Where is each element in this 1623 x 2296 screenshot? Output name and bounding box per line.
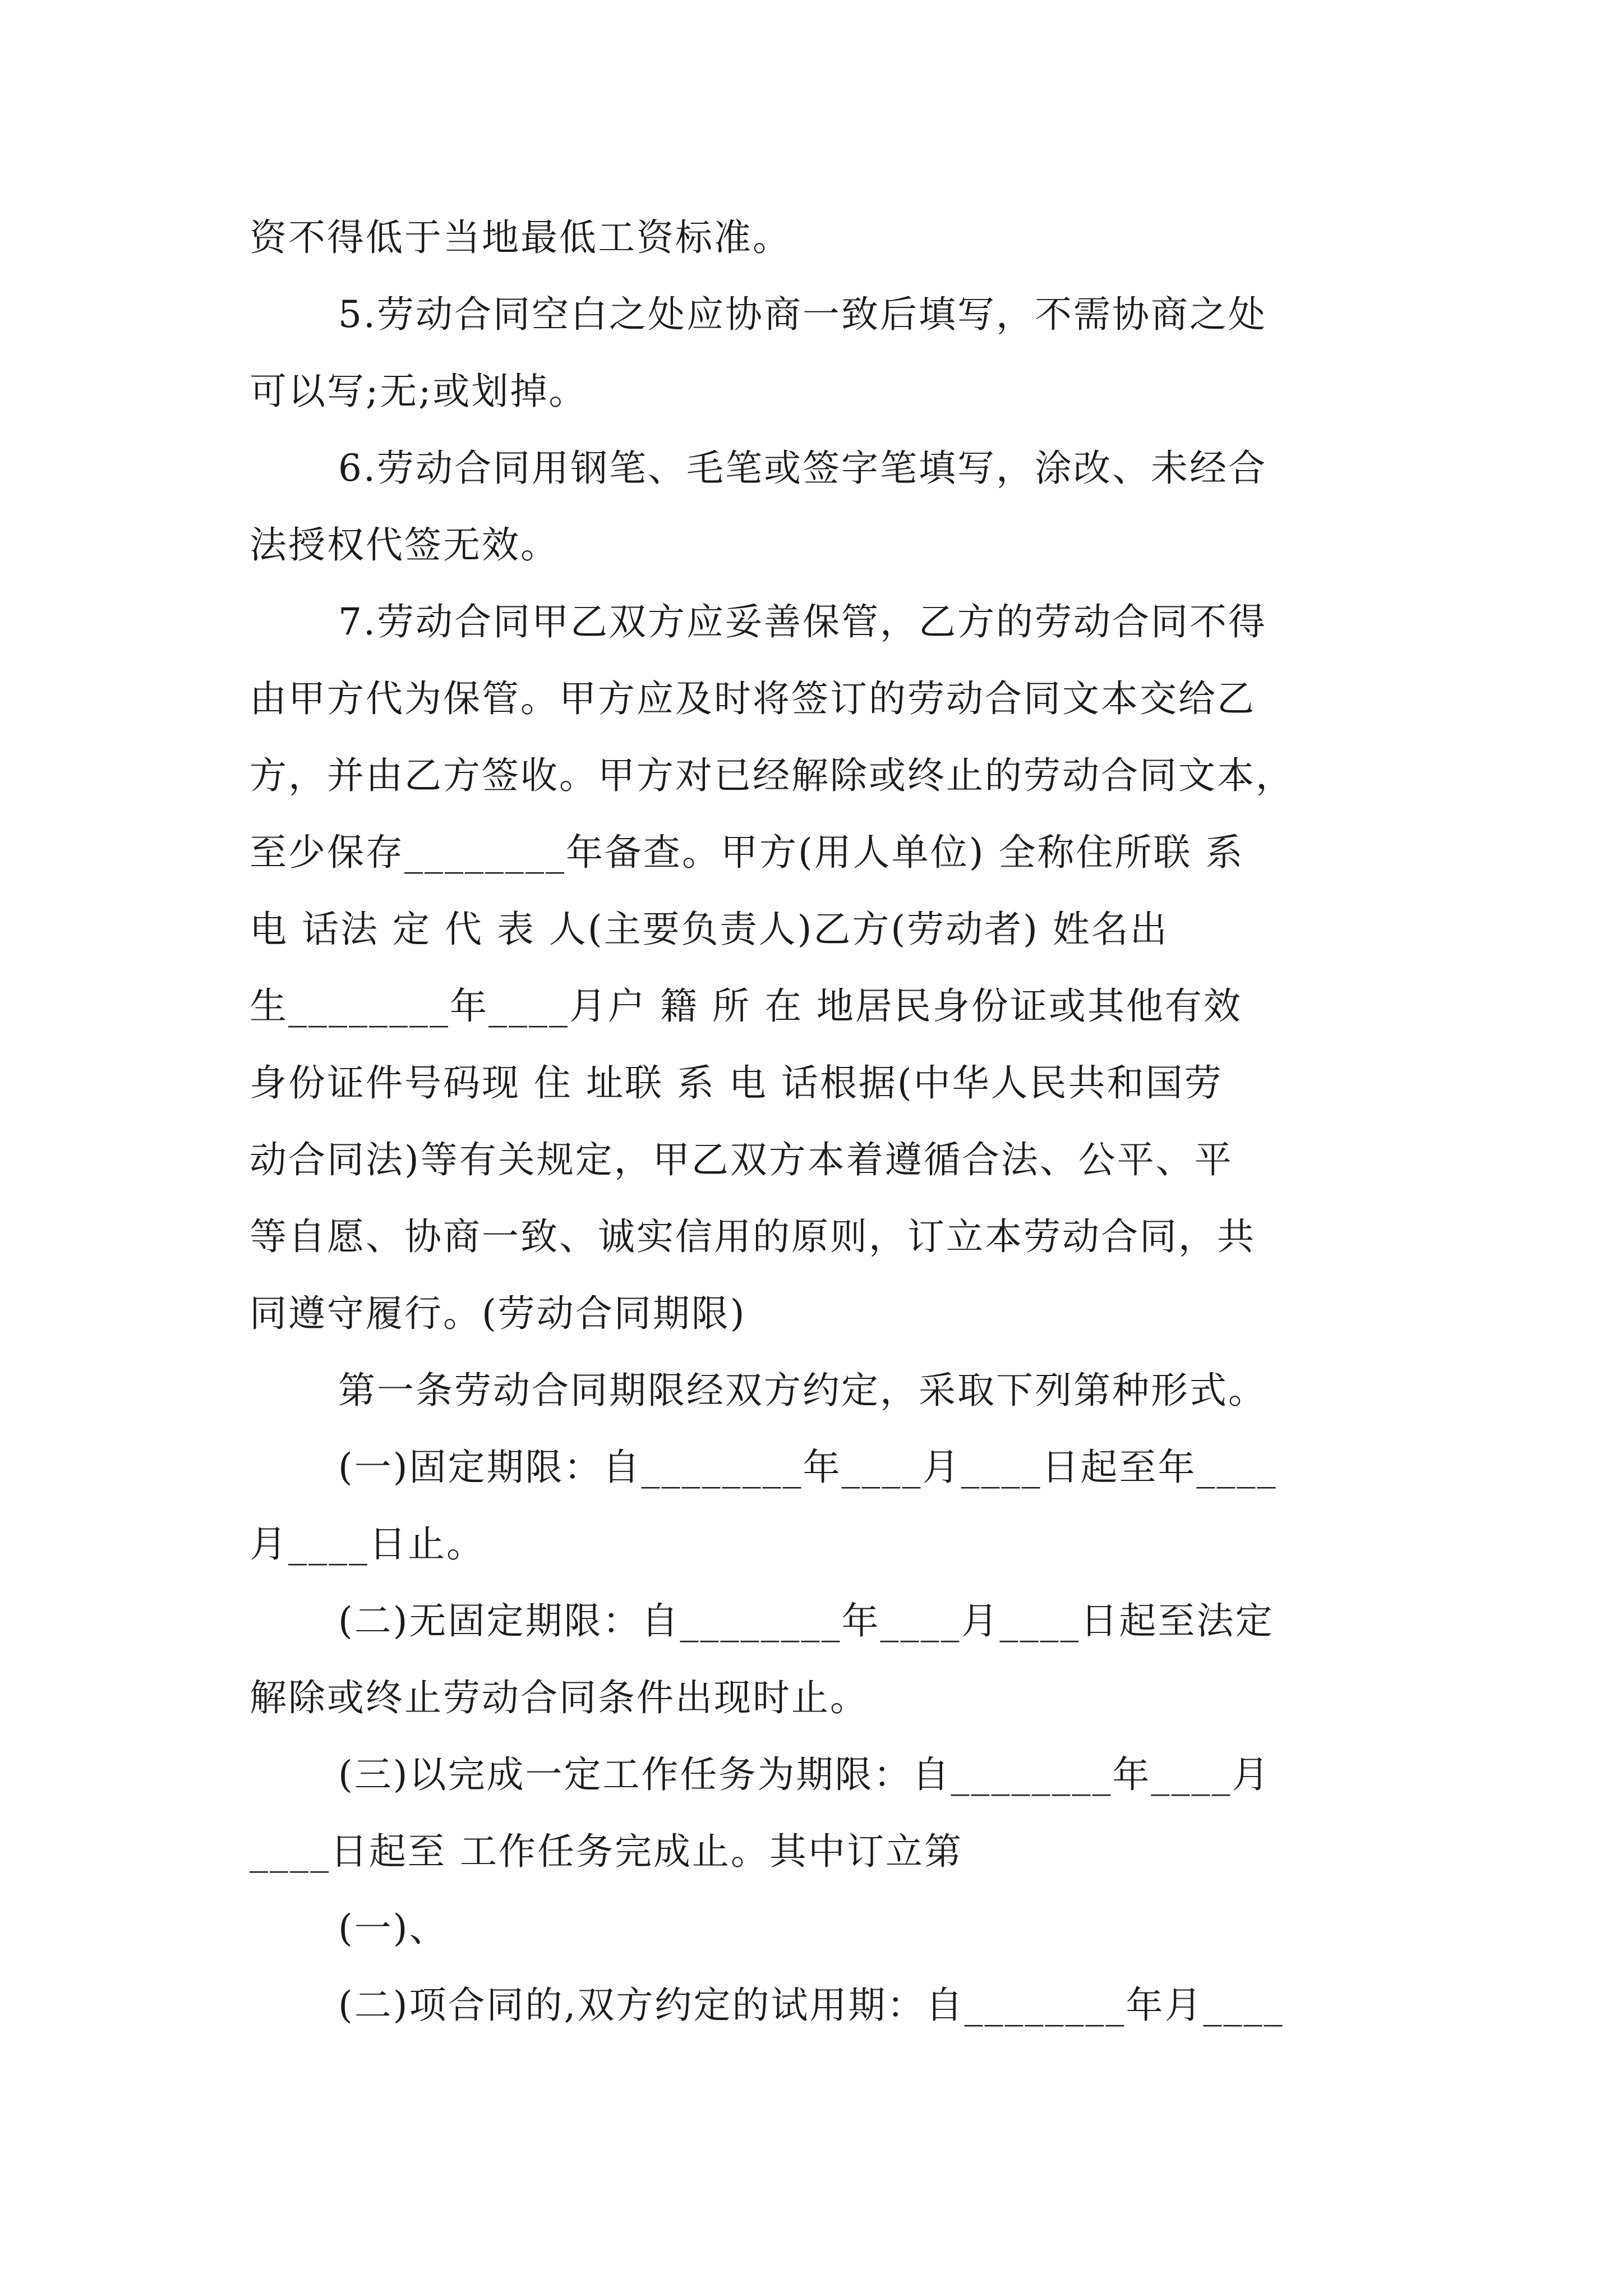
text-line: 等自愿、协商一致、诚实信用的原则，订立本劳动合同，共 (250, 1215, 1256, 1258)
text-line: (一)固定期限：自________年____月____日起至年____ (338, 1446, 1278, 1489)
text-line: ____日起至 工作任务完成止。其中订立第 (250, 1830, 963, 1873)
text-line: 生________年____月户 籍 所 在 地居民身份证或其他有效 (250, 984, 1242, 1028)
document-body (250, 199, 1382, 2044)
text-line: (三)以完成一定工作任务为期限：自________年____月 (338, 1753, 1271, 1796)
text-line: 可以写;无;或划掉。 (250, 370, 588, 413)
text-line: 方，并由乙方签收。甲方对已经解除或终止的劳动合同文本， (250, 754, 1294, 797)
text-line: (一)、 (338, 1907, 448, 1950)
text-line: (二)项合同的,双方约定的试用期：自________年月____ (338, 1984, 1284, 2027)
text-line: 同遵守履行。(劳动合同期限) (250, 1292, 746, 1335)
text-line: 解除或终止劳动合同条件出现时止。 (250, 1676, 869, 1719)
text-line: 5.劳动合同空白之处应协商一致后填写，不需协商之处 (338, 293, 1267, 336)
text-line: 6.劳动合同用钢笔、毛笔或签字笔填写，涂改、未经合 (338, 447, 1267, 490)
text-line: 由甲方代为保管。甲方应及时将签订的劳动合同文本交给乙 (250, 677, 1256, 720)
text-line: (二)无固定期限：自________年____月____日起至法定 (338, 1599, 1274, 1642)
text-line: 资不得低于当地最低工资标准。 (250, 216, 791, 259)
text-line: 7.劳动合同甲乙双方应妥善保管，乙方的劳动合同不得 (338, 600, 1267, 643)
text-line: 动合同法)等有关规定，甲乙双方本着遵循合法、公平、平 (250, 1138, 1233, 1181)
text-line: 至少保存________年备查。甲方(用人单位) 全称住所联 系 (250, 831, 1244, 874)
text-line: 电 话法 定 代 表 人(主要负责人)乙方(劳动者) 姓名出 (250, 908, 1169, 951)
text-line: 月____日止。 (250, 1522, 485, 1566)
text-line: 法授权代签无效。 (250, 523, 559, 567)
text-line: 第一条劳动合同期限经双方约定，采取下列第种形式。 (338, 1369, 1267, 1412)
text-line: 身份证件号码现 住 址联 系 电 话根据(中华人民共和国劳 (250, 1061, 1223, 1105)
